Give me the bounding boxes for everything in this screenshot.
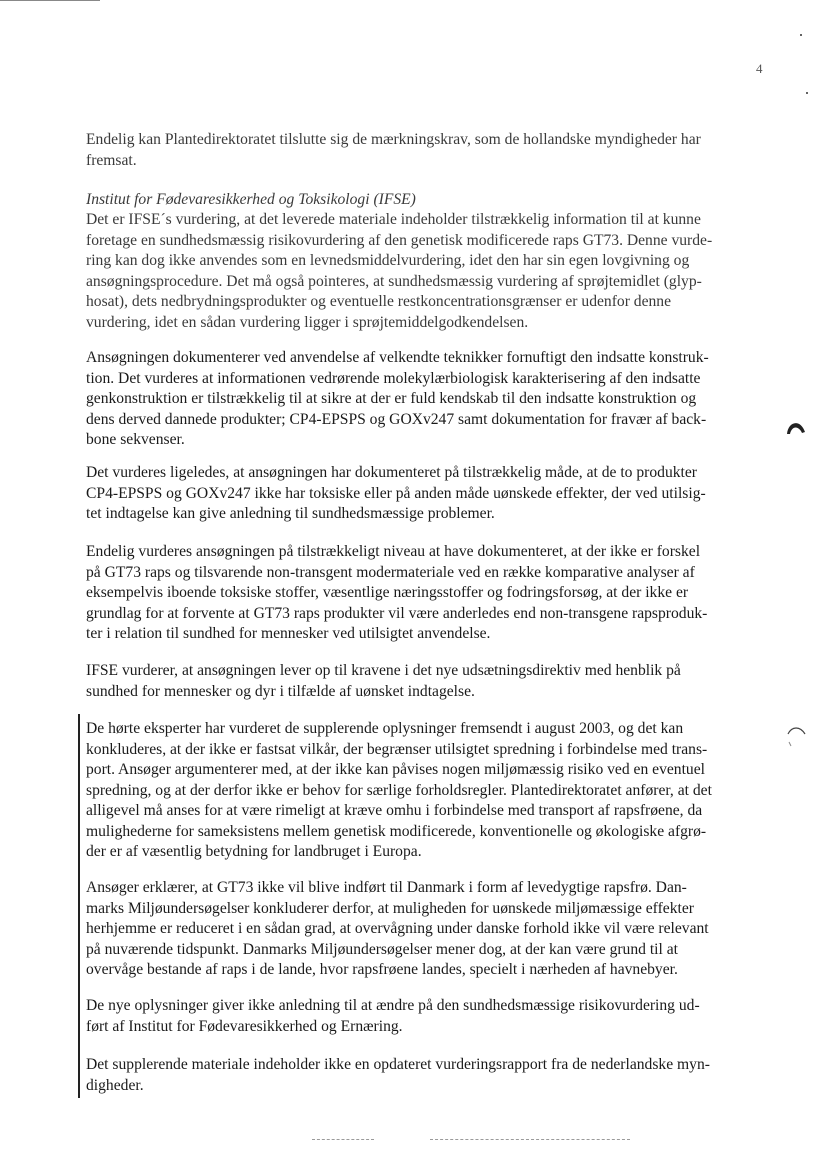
hole-punch-mark (784, 414, 808, 438)
page-number: 4 (756, 61, 763, 76)
top-scan-rule (0, 0, 100, 1)
section-heading-ifse: Institut for Fødevaresikkerhed og Toksikologi (IFSE) (86, 191, 416, 208)
paragraph-labeling-requirements: Endelig kan Plantedirektoratet tilslutte sig de mærkningskrav, som de hollandske myndigheder har fremsat. (86, 131, 701, 169)
paragraph-expert-transport: De hørte eksperter har vurderet de supplerende oplysninger fremsendt i august 2003, og det kan konkluderes, at der ikke er fastsat vilkår, der begrænser utilsigtet spredning i forbindelse med trans- port. Ansøger argumenterer med, at der ikke kan påvises nogen miljømæssig risiko ved en eventuel spredning, og at der derfor ikke er behov for særlige forholdsregler. Plantedirektoratet anfører, at det alligevel må anses for at være rimeligt at kræve omhu i forbindelse med transport af rapsfrøene, da mulighederne for sameksistens mellem genetisk modificerede, konventionelle og økologiske afgrø- der er af væsentlig betydning for landbruget i Europa. (86, 720, 712, 860)
paragraph-supplementary-material: Det supplerende materiale indeholder ikke en opdateret vurderingsrapport fra de nederlandske myn- digheder. (86, 1056, 710, 1094)
bottom-scan-rule-right (430, 1139, 630, 1141)
margin-pencil-mark (786, 724, 808, 754)
scan-speck (800, 34, 802, 36)
paragraph-new-information: De nye oplysninger giver ikke anledning til at ændre på den sundhedsmæssige risikovurdering ud- ført af Institut for Fødevaresikkerhed og Ernæring. (86, 997, 700, 1035)
revision-change-bar (78, 714, 80, 1098)
bottom-scan-rule-left (312, 1139, 374, 1141)
paragraph-ifse-assessment: Det er IFSE´s vurdering, at det leverede materiale indeholder tilstrækkelig information til at kunne foretage en sundhedsmæssig risikovurdering af den genetisk modificerede raps GT73. Denne vurde- ring kan dog ikke anvendes som en levnedsmiddelvurdering, idet den har sin egen lovgivning og ansøgningsprocedure. Det må også pointeres, at sundhedsmæssig vurdering af sprøjtemidlet (glyp- hosat), dets nedbrydningsprodukter og eventuelle restkoncentrationsgrænser er udenfor denne vurdering, idet en sådan vurdering ligger i sprøjtemiddelgodkendelsen. (86, 211, 713, 331)
paragraph-comparative-analyses: Endelig vurderes ansøgningen på tilstrækkeligt niveau at have dokumenteret, at der ikke er forskel på GT73 raps og tilsvarende non-transgent modermateriale ved en række komparative analyser af eksempelvis iboende toksiske stoffer, væsentlige næringsstoffer og fodringsforsøg, at der ikke er grundlag for at forvente at GT73 raps produkter vil være anderledes end non-transgene rapsproduk- ter i relation til sundhed for mennesker ved utilsigtet anvendelse. (86, 543, 708, 642)
paragraph-ifse-conclusion: IFSE vurderer, at ansøgningen lever op til kravene i det nye udsætningsdirektiv med henblik på sundhed for mennesker og dyr i tilfælde af uønsket indtagelse. (86, 662, 681, 700)
paragraph-construct-documentation: Ansøgningen dokumenterer ved anvendelse af velkendte teknikker fornuftigt den indsatte konstruk- tion. Det vurderes at informationen vedrørende molekylærbiologisk karakterisering af den indsatte genkonstruktion er tilstrækkelig til at sikre at der er fuld kendskab til den indsatte konstruktion og dens derved dannede produkter; CP4-EPSPS og GOXv247 samt dokumentation for fravær af back- bone sekvenser. (86, 349, 709, 448)
paragraph-toxicity-assessment: Det vurderes ligeledes, at ansøgningen har dokumenteret på tilstrækkelig måde, at de to produkter CP4-EPSPS og GOXv247 ikke har toksiske eller på anden måde uønskede effekter, der ved utilsig- tet indtagelse kan give anledning til sundhedsmæssige problemer. (86, 464, 706, 522)
scan-speck (806, 92, 808, 94)
paragraph-environmental-monitoring: Ansøger erklærer, at GT73 ikke vil blive indført til Danmark i form af levedygtige rapsfrø. Dan- marks Miljøundersøgelser konkluderer derfor, at muligheden for uønskede miljømæssige effekter herhjemme er reduceret i en sådan grad, at overvågning under danske forhold ikke vil være relevant på nuværende tidspunkt. Danmarks Miljøundersøgelser mener dog, at der kan være grund til at overvåge bestande af raps i de lande, hvor rapsfrøene landes, specielt i nærheden af havnebyer. (86, 879, 709, 978)
